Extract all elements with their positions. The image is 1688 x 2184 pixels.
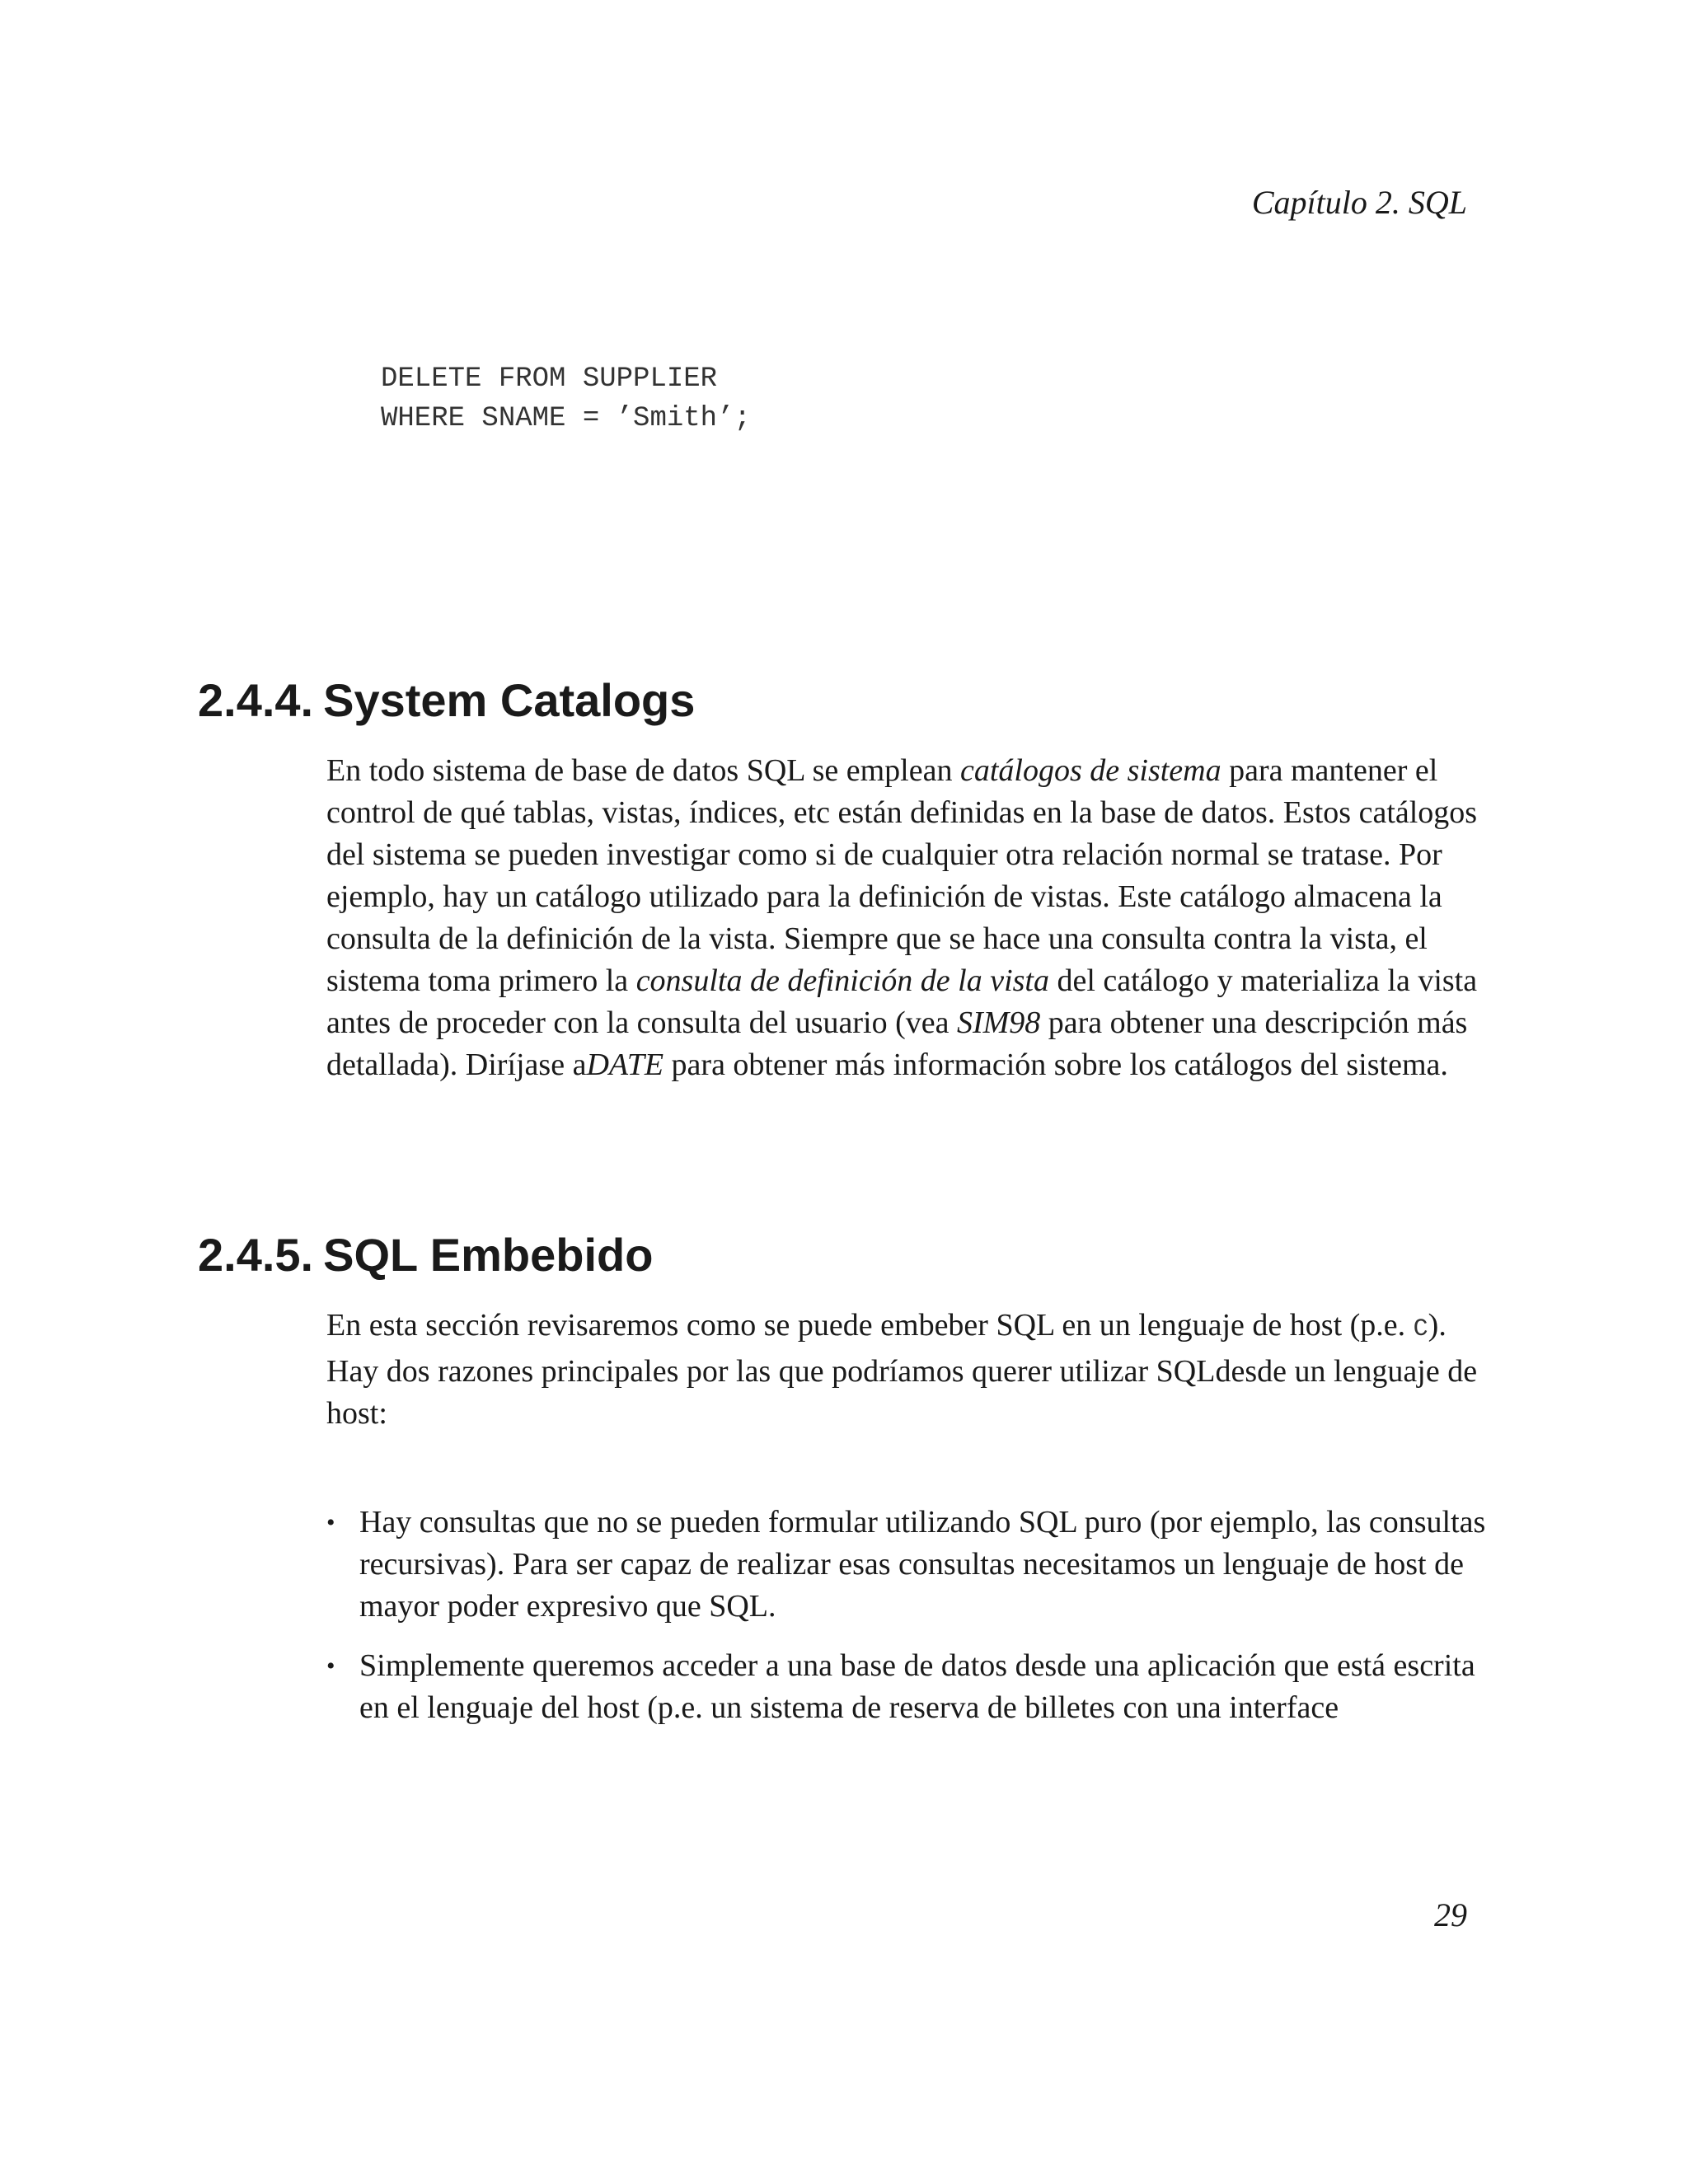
text-run: ). Hay dos razones principales por las que podríamos querer utilizar SQLdesde un lenguaje de host:: [326, 1308, 1478, 1431]
section-title: System Catalogs: [323, 674, 696, 726]
section-number: 2.4.4.: [198, 674, 314, 726]
text-run: para obtener una descripción más detallada). Diríjase a: [326, 1005, 1468, 1082]
list-item-text: Simplemente queremos acceder a una base de datos desde una aplicación que está escrita en el lenguaje del host (p.e. un sistema de reserva de billetes con una interface: [359, 1648, 1475, 1725]
emphasis-text: catálogos de sistema: [959, 753, 1221, 788]
citation-date: DATE: [586, 1047, 664, 1082]
text-run: para mantener el control de qué tablas, vistas, índices, etc están definidas en la base de datos. Estos catálogos del sistema se pueden investigar como si de cualquier otra relación normal se tratase. Por ejemplo, hay un catálogo utilizado para la definición de vistas. Este catálogo almacena la consulta de la definición de la vista. Siempre que se hace una consulta contra la vista, el sistema toma primero la: [326, 753, 1478, 998]
text-run: En todo sistema de base de datos SQL se emplean: [326, 753, 960, 788]
text-run: del catálogo y materializa la vista antes de proceder con la consulta del usuario (vea: [326, 963, 1478, 1040]
emphasis-text: consulta de definición de la vista: [635, 963, 1049, 998]
list-item: [326, 1502, 1497, 1628]
list-item-text: Hay consultas que no se pueden formular utilizando SQL puro (por ejemplo, las consultas recursivas). Para ser capaz de realizar esas consultas necesitamos un lenguaje de host de mayor poder expresivo que SQL.: [359, 1505, 1486, 1624]
section-number: 2.4.5.: [198, 1229, 314, 1281]
bullet-icon: •: [326, 1509, 335, 1536]
system-catalogs-paragraph: [326, 750, 1497, 1086]
section-title: SQL Embebido: [323, 1229, 654, 1281]
running-header: Capítulo 2. SQL: [1251, 184, 1467, 221]
code-line: DELETE FROM SUPPLIER: [381, 363, 718, 395]
list-item: [326, 1645, 1497, 1729]
section-heading-sql-embebido: [198, 1226, 653, 1284]
text-run: En esta sección revisaremos como se puede embeber SQL en un lenguaje de host (p.e.: [326, 1308, 1414, 1343]
bullet-icon: •: [326, 1652, 335, 1680]
citation-sim98: SIM98: [956, 1005, 1041, 1040]
code-line: WHERE SNAME = ’Smith’;: [381, 403, 751, 434]
page-number: 29: [1434, 1896, 1467, 1933]
sql-code-block: [381, 359, 751, 438]
section-heading-system-catalogs: [198, 672, 695, 729]
reasons-list: [326, 1502, 1497, 1746]
inline-code: C: [1413, 1315, 1428, 1343]
text-run: para obtener más información sobre los catálogos del sistema.: [663, 1047, 1448, 1082]
sql-embebido-paragraph: [326, 1305, 1497, 1435]
